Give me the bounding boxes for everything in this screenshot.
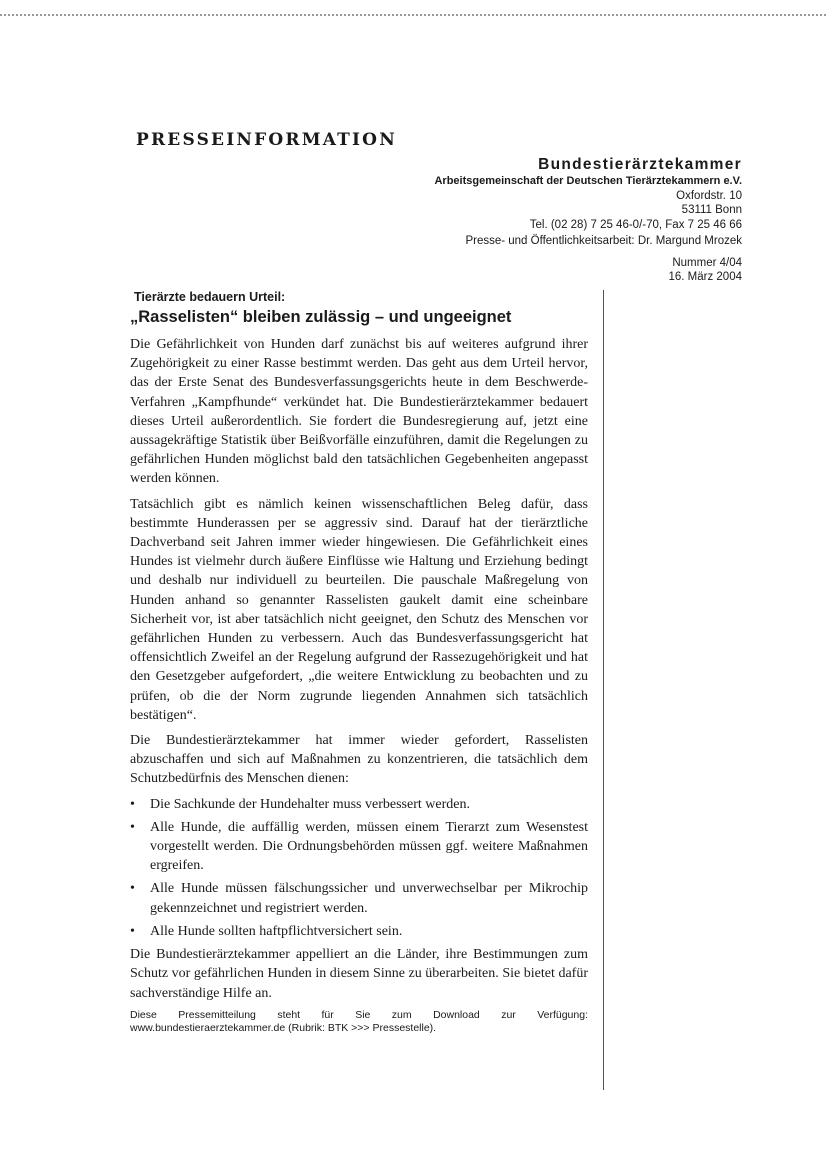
org-subtitle: Arbeitsgemeinschaft der Deutschen Tierärztekammern e.V. (434, 175, 742, 187)
list-item-text: Alle Hunde, die auffällig werden, müssen einem Tierarzt zum Wesenstest vorgestellt werden. Die Ordnungsbehörden müssen ggf. weitere Maßnahmen ergreifen. (150, 819, 588, 874)
article-paragraph: Tatsächlich gibt es nämlich keinen wissenschaftlichen Beleg dafür, dass bestimmte Hunderassen per se aggressiv sind. Darauf hat der tierärztliche Dachverband seit Jahren immer wieder hingewiesen. Die Gefährlichkeit eines Hundes ist vielmehr durch äußere Einflüsse wie Haltung und Erziehung bedingt und deshalb nur individuell zu beurteilen. Die pauschale Maßregelung von Hunden anhand so genannter Rasselisten gaukelt damit eine scheinbare Sicherheit vor, ist aber tatsächlich nicht geeignet, den Schutz des Menschen vor gefährlichen Hunden zu verbessern. Auch das Bundesverfassungsgericht hat offensichtlich Zweifel an der Regelung aufgrund der Rassezugehörigkeit und hat den Gesetzgeber aufgefordert, „die weitere Entwicklung zu beobachten und zu prüfen, ob die der Norm zugrunde liegenden Annahmen sich tatsächlich bestätigen“. (130, 496, 588, 723)
demands-list (130, 795, 588, 941)
org-city: 53111 Bonn (681, 204, 742, 216)
list-item-text: Alle Hunde müssen fälschungssicher und unverwechselbar per Mikrochip gekennzeichnet und registriert werden. (150, 881, 588, 916)
article-body (130, 290, 588, 1035)
top-border-line (0, 14, 826, 16)
closing-paragraph: Die Bundestierärztekammer appelliert an die Länder, ihre Bestimmungen zum Schutz vor gefährlichen Hunden in diesem Sinne zu überarbeiten. Sie bietet dafür sachverständige Hilfe an. (130, 947, 588, 1001)
download-note: Diese Pressemitteilung steht für Sie zum Download zur Verfügung: www.bundestieraerztekammer.de (Rubrik: BTK >>> Pressestelle). (130, 1008, 588, 1034)
press-contact: Presse- und Öffentlichkeitsarbeit: Dr. Margund Mrozek (465, 235, 742, 247)
list-item (130, 879, 588, 917)
org-street: Oxfordstr. 10 (676, 189, 742, 202)
article-headline: „Rasselisten“ bleiben zulässig – und ungeeignet (130, 308, 512, 326)
list-item (130, 818, 588, 876)
bullet-icon: • (130, 923, 135, 939)
issue-number: Nummer 4/04 (672, 256, 742, 269)
issue-date: 16. März 2004 (668, 271, 742, 283)
list-item-text: Alle Hunde sollten haftpflichtversichert sein. (150, 923, 403, 939)
list-item-text: Die Sachkunde der Hundehalter muss verbessert werden. (150, 796, 470, 812)
list-item (130, 922, 588, 941)
column-divider (603, 290, 604, 1090)
article-kicker: Tierärzte bedauern Urteil: (134, 290, 286, 304)
sender-block (434, 156, 742, 285)
list-item (130, 795, 588, 814)
bullet-icon: • (130, 819, 135, 835)
org-phone: Tel. (02 28) 7 25 46-0/-70, Fax 7 25 46 66 (529, 218, 742, 231)
document-title: PRESSEINFORMATION (136, 130, 397, 150)
article-paragraph: Die Bundestierärztekammer hat immer wieder gefordert, Rasselisten abzuschaffen und sich auf Maßnahmen zu konzentrieren, die tatsächlich dem Schutzbedürfnis des Menschen dienen: (130, 733, 588, 787)
bullet-icon: • (130, 881, 135, 897)
article-paragraph: Die Gefährlichkeit von Hunden darf zunächst bis auf weiteres aufgrund ihrer Zugehörigkeit zu einer Rasse bestimmt werden. Das geht aus dem Urteil hervor, das der Erste Senat des Bundesverfassungsgerichts heute in dem Beschwerde-Verfahren „Kampfhunde“ verkündet hat. Die Bundestierärztekammer bedauert dieses Urteil außerordentlich. Sie fordert die Bundesregierung auf, jetzt eine aussagekräftige Statistik über Beißvorfälle einzuführen, damit die Regelungen zu gefährlichen Hunden möglichst bald den tatsächlichen Gegebenheiten angepasst werden können. (130, 337, 588, 487)
bullet-icon: • (130, 796, 135, 812)
org-name: Bundestierärztekammer (538, 156, 742, 173)
